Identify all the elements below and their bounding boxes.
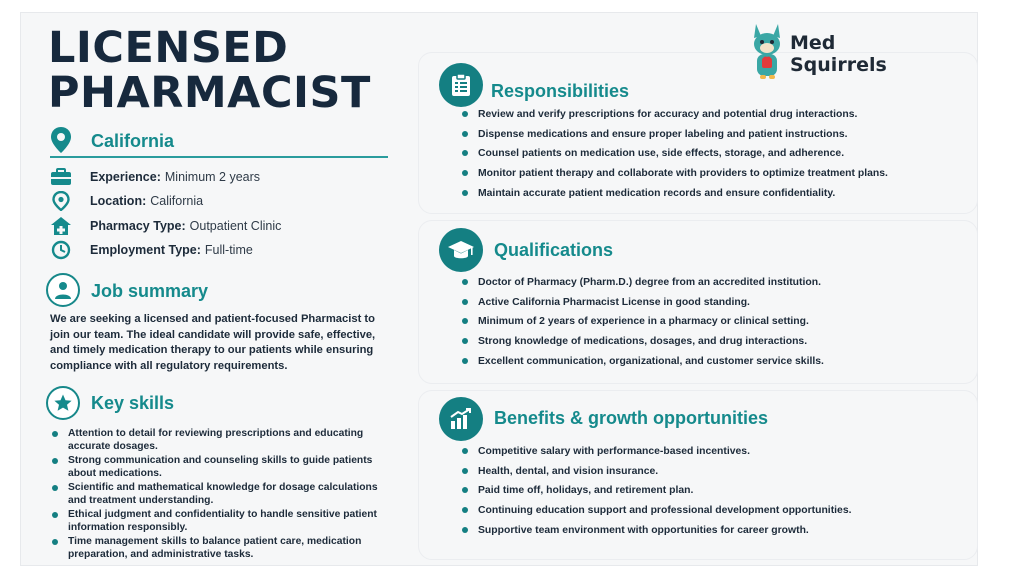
list-item: Active California Pharmacist License in good standing. [459,296,959,316]
detail-label: Employment Type: [90,243,201,257]
list-item: Excellent communication, organizational, and customer service skills. [459,355,959,375]
detail-value: California [150,194,204,208]
star-icon [46,386,80,420]
detail-label: Experience: [90,170,161,184]
graduation-cap-icon [439,228,483,272]
location-pin-icon [50,191,72,211]
location-heading: California [91,131,175,151]
qualifications-list [459,276,959,374]
title-line-2: PHARMACIST [48,68,371,118]
responsibilities-heading: Responsibilities [491,81,630,101]
responsibilities-list [459,108,959,206]
key-skills-heading: Key skills [91,393,175,413]
detail-label: Location: [90,194,147,208]
list-item: Attention to detail for reviewing prescriptions and educating accurate dosages. [50,427,380,453]
qualifications-heading: Qualifications [494,240,614,260]
list-item: Maintain accurate patient medication records and ensure confidentiality. [459,187,959,207]
detail-location [50,191,203,211]
job-summary-heading: Job summary [91,281,209,301]
growth-chart-icon [439,397,483,441]
clock-icon [50,240,72,260]
detail-experience [50,167,260,187]
benefits-heading: Benefits & growth opportunities [494,408,768,428]
location-divider [50,156,388,158]
detail-pharmacy-type [50,216,281,236]
pharmacy-icon [50,216,72,236]
briefcase-icon [50,167,72,187]
list-item: Doctor of Pharmacy (Pharm.D.) degree from an accredited institution. [459,276,959,296]
benefits-list [459,445,959,543]
detail-value: Outpatient Clinic [189,219,282,233]
detail-employment-type [50,240,253,260]
detail-value: Minimum 2 years [164,170,261,184]
squirrel-icon [748,20,786,82]
clipboard-icon [439,63,483,107]
list-item: Dispense medications and ensure proper labeling and patient instructions. [459,128,959,148]
detail-value: Full-time [204,243,253,257]
list-item: Time management skills to balance patient care, medication preparation, and administrative tasks. [50,535,380,561]
list-item: Strong communication and counseling skills to guide patients about medications. [50,454,380,480]
list-item: Competitive salary with performance-based incentives. [459,445,959,465]
list-item: Monitor patient therapy and collaborate with providers to optimize treatment plans. [459,167,959,187]
map-pin-icon [50,126,72,154]
page-title [48,23,371,118]
list-item: Review and verify prescriptions for accuracy and potential drug interactions. [459,108,959,128]
list-item: Strong knowledge of medications, dosages, and drug interactions. [459,335,959,355]
logo [748,20,928,86]
list-item: Continuing education support and professional development opportunities. [459,504,959,524]
title-line-1: LICENSED [48,23,289,73]
list-item: Supportive team environment with opportunities for career growth. [459,524,959,544]
list-item: Paid time off, holidays, and retirement plan. [459,484,959,504]
logo-text [790,32,887,76]
detail-label: Pharmacy Type: [90,219,186,233]
list-item: Ethical judgment and confidentiality to handle sensitive patient information responsibly. [50,508,380,534]
list-item: Scientific and mathematical knowledge for dosage calculations and treatment understanding. [50,481,380,507]
list-item: Health, dental, and vision insurance. [459,465,959,485]
key-skills-list [50,427,380,562]
logo-line-2: Squirrels [790,54,887,76]
person-icon [46,273,80,307]
list-item: Minimum of 2 years of experience in a pharmacy or clinical setting. [459,315,959,335]
logo-line-1: Med [790,32,836,54]
list-item: Counsel patients on medication use, side effects, storage, and adherence. [459,147,959,167]
job-summary-text: We are seeking a licensed and patient-focused Pharmacist to join our team. The ideal candidate will provide safe, effective, and timely medication therapy to our patients while ensuring compliance with all regulatory requirements. [50,313,376,372]
